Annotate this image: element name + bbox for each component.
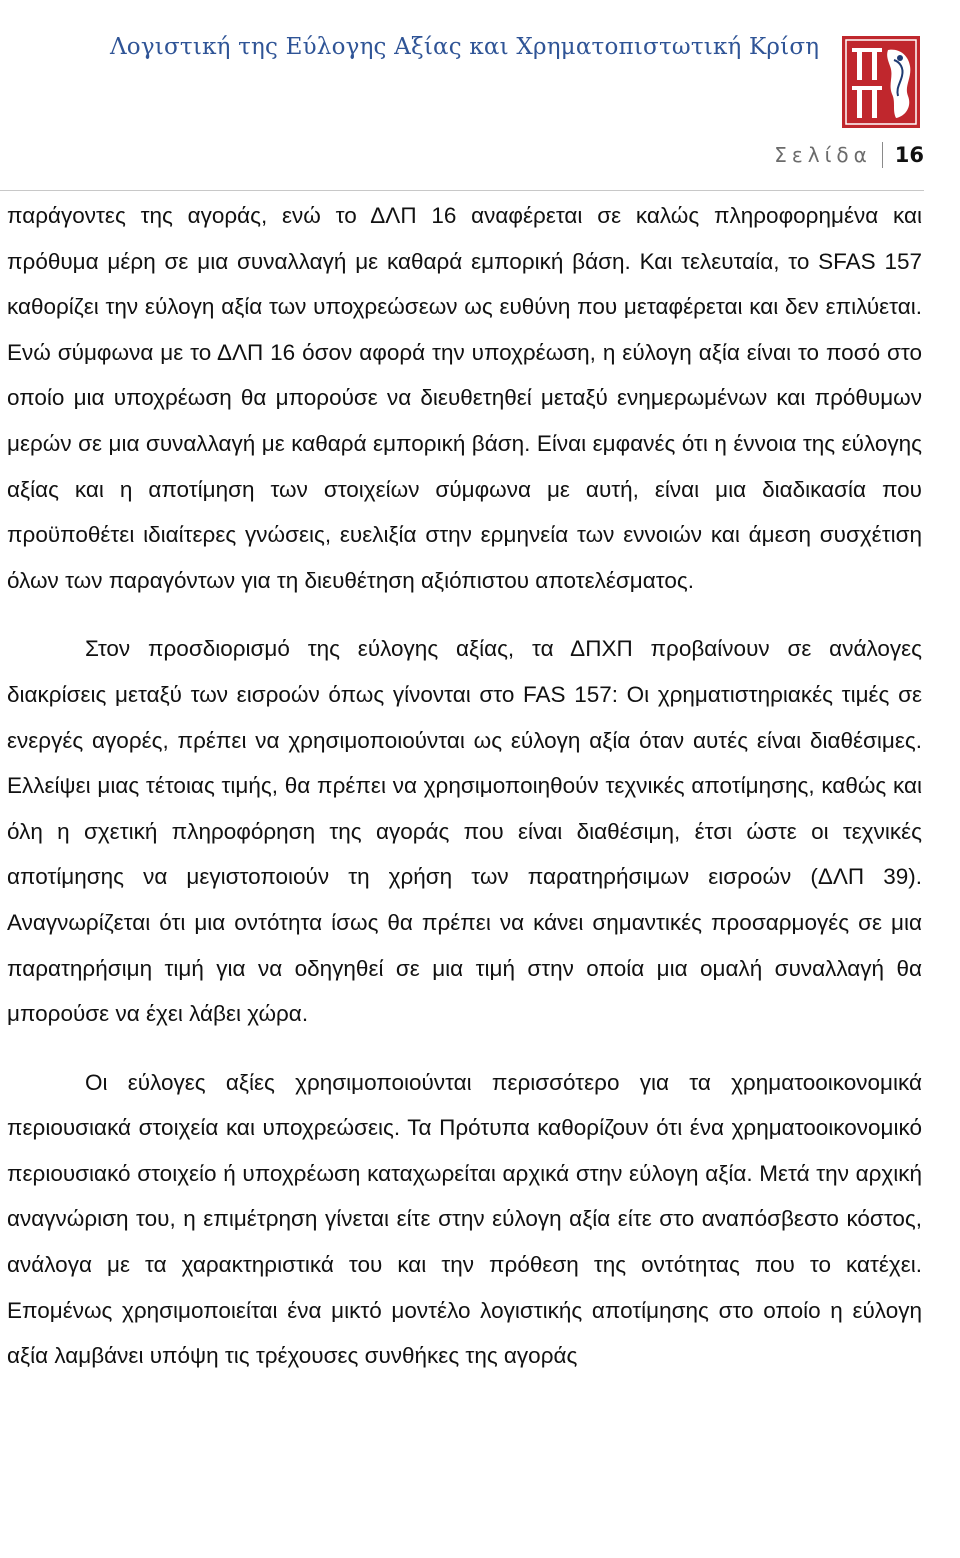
- page-number-block: [774, 142, 924, 168]
- page-header: [0, 0, 960, 200]
- paragraph-3: [7, 1060, 922, 1379]
- paragraph-2: [7, 626, 922, 1036]
- paragraph-1: [7, 193, 922, 603]
- running-title: Λογιστική της Εύλογης Αξίας και Χρηματοπιστωτική Κρίση: [110, 34, 820, 60]
- page-number: 16: [894, 143, 924, 167]
- body-text: [7, 193, 922, 1379]
- paragraph-1-text: παράγοντες της αγοράς, ενώ το ΔΛΠ 16 αναφέρεται σε καλώς πληροφορημένα και πρόθυμα μέρη σε μια συναλλαγή με καθαρά εμπορική βάση. Και τελευταία, το SFAS 157 καθορίζει την εύλογη αξία των υποχρεώσεων ως ευθύνη που μεταφέρεται και δεν επιλύεται. Ενώ σύμφωνα με το ΔΛΠ 16 όσον αφορά την υποχρέωση, η εύλογη αξία είναι το ποσό στο οποίο μια υποχρέωση θα μπορούσε να διευθετηθεί μεταξύ ενημερωμένων και πρόθυμων μερών σε μια συναλλαγή με καθαρά εμπορική βάση. Είναι εμφανές ότι η έννοια της εύλογης αξίας και η αποτίμηση των στοιχείων σύμφωνα με αυτή, είναι μια διαδικασία που προϋποθέτει ιδιαίτερες γνώσεις, ευελιξία στην ερμηνεία των εννοιών και άμεση συσχέτιση όλων των παραγόντων για τη διευθέτηση αξιόπιστου αποτελέσματος.: [7, 203, 922, 593]
- university-logo-icon: [842, 36, 920, 128]
- page-label: Σελίδα: [774, 143, 872, 167]
- paragraph-3-text: Οι εύλογες αξίες χρησιμοποιούνται περισσότερο για τα χρηματοοικονομικά περιουσιακά στοιχεία και υποχρεώσεις. Τα Πρότυπα καθορίζουν ότι ένα χρηματοοικονομικό περιουσιακό στοιχείο ή υποχρέωση καταχωρείται αρχικά στην εύλογη αξία. Μετά την αρχική αναγνώριση του, η επιμέτρηση γίνεται είτε στην εύλογη αξία είτε στο αναπόσβεστο κόστος, ανάλογα με τα χαρακτηριστικά του και την πρόθεση της οντότητας που το κατέχει. Επομένως χρησιμοποιείται ένα μικτό μοντέλο λογιστικής αποτίμησης στο οποίο η εύλογη αξία λαμβάνει υπόψη τις τρέχουσες συνθήκες της αγοράς: [7, 1069, 922, 1369]
- page-separator: [882, 142, 883, 168]
- paragraph-2-text: Στον προσδιορισμό της εύλογης αξίας, τα ΔΠΧΠ προβαίνουν σε ανάλογες διακρίσεις μεταξύ των εισροών όπως γίνονται στο FAS 157: Οι χρηματιστηριακές τιμές σε ενεργές αγορές, πρέπει να χρησιμοποιούνται ως εύλογη αξία όταν αυτές είναι διαθέσιμες. Ελλείψει μιας τέτοιας τιμής, θα πρέπει να χρησιμοποιηθούν τεχνικές αποτίμησης, καθώς και όλη η σχετική πληροφόρηση της αγοράς που είναι διαθέσιμη, έτσι ώστε οι τεχνικές αποτίμησης να μεγιστοποιούν τη χρήση των παρατηρήσιμων εισροών (ΔΛΠ 39). Αναγνωρίζεται ότι μια οντότητα ίσως θα πρέπει να κάνει σημαντικές προσαρμογές σε μια παρατηρήσιμη τιμή για να οδηγηθεί σε μια τιμή στην οποία μια ομαλή συναλλαγή θα μπορούσε να έχει λάβει χώρα.: [7, 636, 922, 1027]
- header-divider: [0, 190, 924, 191]
